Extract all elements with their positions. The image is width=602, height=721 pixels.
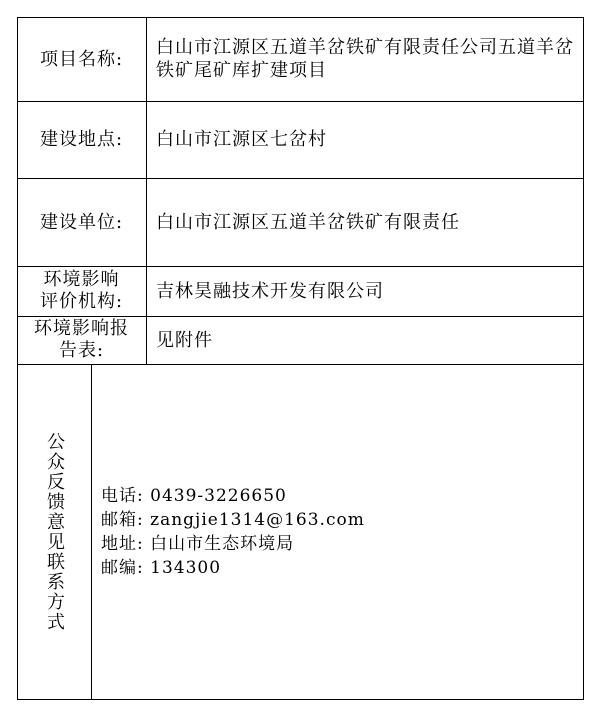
- construction-site-label: 建设地点:: [39, 129, 124, 150]
- construction-unit-value: 白山市江源区五道羊岔铁矿有限责任: [156, 211, 460, 233]
- construction-unit-label: 建设单位:: [39, 211, 124, 233]
- contact-phone: 电话: 0439-3226650: [101, 486, 287, 506]
- assessment-agency-label: [17, 266, 146, 316]
- project-name-label: 项目名称:: [39, 48, 124, 70]
- report-form-label-line1: 环境影响报: [34, 318, 129, 339]
- feedback-contact-label-text: 公众反馈意见联系方式: [44, 432, 65, 632]
- project-name-value: 白山市江源区五道羊岔铁矿有限责任公司五道羊岔铁矿尾矿库扩建项目: [156, 37, 574, 81]
- contact-email: 邮箱: zangjie1314@163.com: [101, 510, 365, 530]
- contact-address: 地址: 白山市生态环境局: [101, 534, 295, 554]
- report-form-label-line2: 告表:: [58, 340, 105, 361]
- assessment-agency-value: 吉林昊融技术开发有限公司: [156, 280, 384, 302]
- report-form-label: [17, 316, 146, 364]
- feedback-contact-details: [91, 364, 584, 700]
- assessment-agency-label-line1: 环境影响: [43, 269, 120, 290]
- construction-site-value: 白山市江源区七岔村: [156, 129, 327, 150]
- report-form-value: 见附件: [156, 329, 213, 351]
- assessment-agency-label-line2: 评价机构:: [39, 291, 124, 312]
- feedback-contact-label: [17, 364, 91, 700]
- contact-postcode: 邮编: 134300: [101, 558, 222, 578]
